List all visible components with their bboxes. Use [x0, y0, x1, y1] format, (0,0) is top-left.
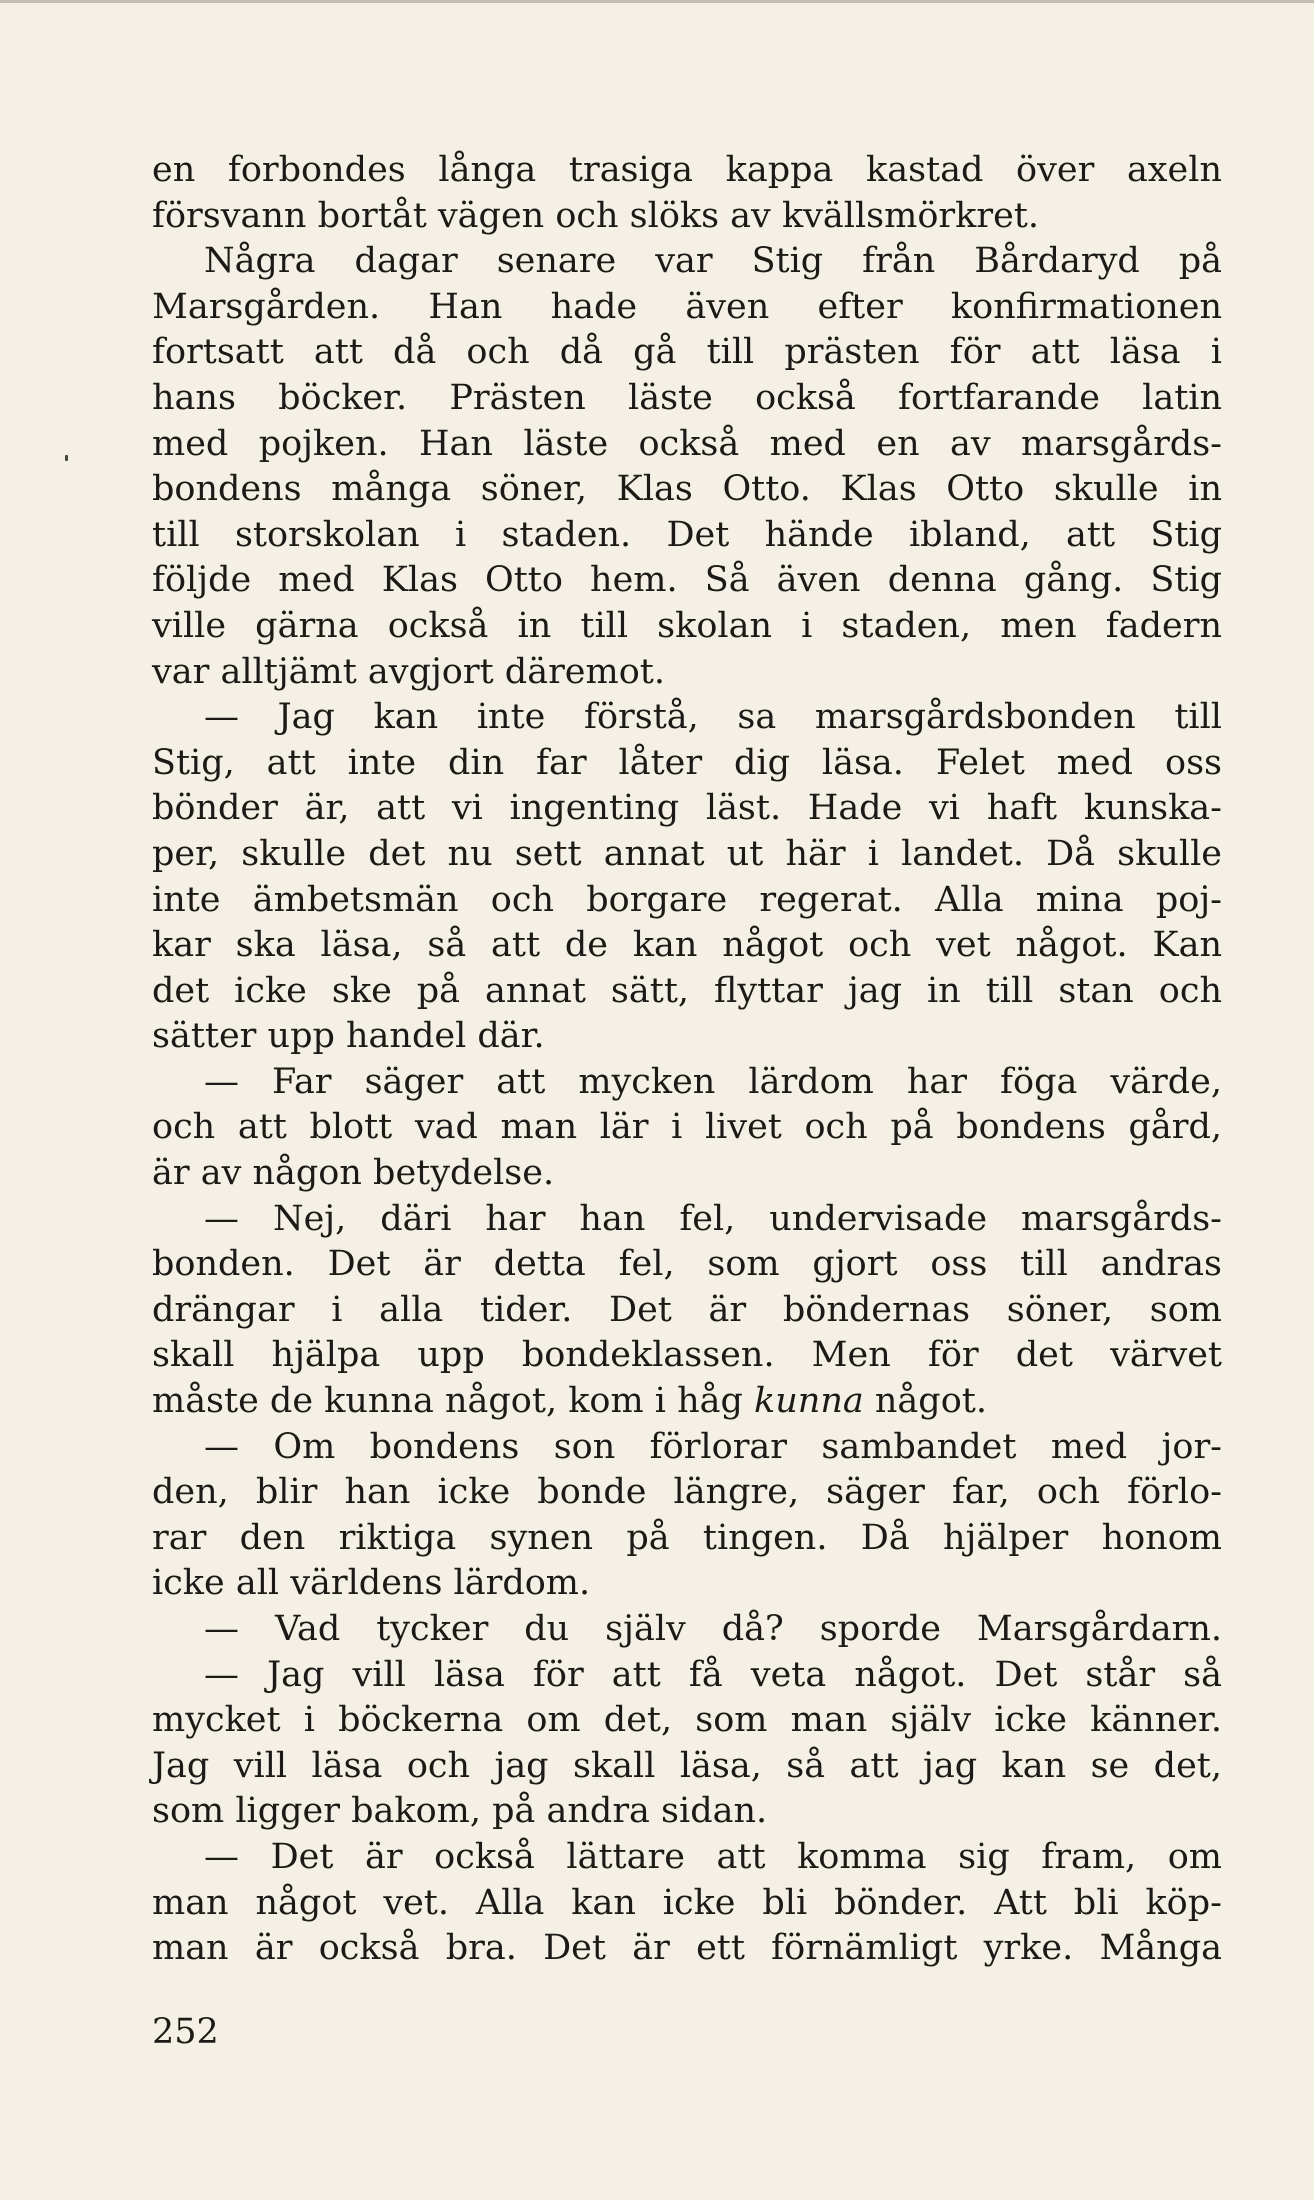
text-line-content: mycket i böckerna om det, som man själv icke känner. — [152, 1700, 1222, 1741]
text-line-content: bondens många söner, Klas Otto. Klas Otto skulle in — [152, 469, 1222, 510]
text-line-content: man något vet. Alla kan icke bli bönder. Att bli köp- — [152, 1882, 1222, 1923]
text-line-content: — Vad tycker du själv då? sporde Marsgårdarn. — [204, 1609, 1222, 1649]
text-line-content: det icke ske på annat sätt, flyttar jag in till stan och — [152, 970, 1222, 1011]
text-line — [152, 194, 1222, 240]
margin-speck — [65, 455, 68, 461]
text-line — [152, 1242, 1222, 1288]
text-line — [152, 1151, 1222, 1197]
text-line — [152, 1561, 1222, 1607]
text-line — [152, 1105, 1222, 1151]
text-line — [152, 1288, 1222, 1334]
text-line — [152, 832, 1222, 878]
text-line-content: Stig, att inte din far låter dig läsa. Felet med oss — [152, 742, 1222, 783]
text-line — [152, 1379, 1222, 1425]
text-line — [152, 878, 1222, 924]
text-line — [152, 650, 1222, 696]
text-line-content: som ligger bakom, på andra sidan. — [152, 1791, 768, 1832]
text-line — [152, 786, 1222, 832]
text-line-content: följde med Klas Otto hem. Så även denna gång. Stig — [152, 560, 1222, 601]
text-line-content: den, blir han icke bonde längre, säger far, och förlo- — [152, 1472, 1222, 1513]
text-line-content: — Nej, däri har han fel, undervisade marsgårds- — [204, 1198, 1222, 1239]
text-line — [152, 285, 1222, 331]
text-line — [152, 695, 1222, 741]
text-line — [152, 330, 1222, 376]
text-line-content: icke all världens lärdom. — [152, 1563, 591, 1604]
text-line — [152, 1197, 1222, 1243]
text-line-content: med pojken. Han läste också med en av marsgårds- — [152, 423, 1222, 464]
text-line — [152, 1789, 1222, 1835]
text-line-content: drängar i alla tider. Det är böndernas söner, som — [152, 1289, 1222, 1330]
text-line-content: kar ska läsa, så att de kan något och vet något. Kan — [152, 925, 1222, 966]
text-line-content: hans böcker. Prästen läste också fortfarande latin — [152, 377, 1222, 418]
text-line — [152, 148, 1222, 194]
body-text — [152, 148, 1222, 1972]
page-number: 252 — [152, 2012, 219, 2052]
text-line — [152, 1744, 1222, 1790]
text-line — [152, 1835, 1222, 1881]
text-line — [152, 923, 1222, 969]
text-line-content: ville gärna också in till skolan i staden, men fadern — [152, 605, 1222, 646]
text-line-content: måste de kunna något, kom i håg — [152, 1381, 755, 1422]
text-line — [152, 969, 1222, 1015]
text-line — [152, 1425, 1222, 1471]
text-line — [152, 558, 1222, 604]
text-line-content: försvann bortåt vägen och slöks av kvällsmörkret. — [152, 195, 1039, 236]
emphasized-word: kunna — [754, 1381, 864, 1422]
text-line-content: var alltjämt avgjort däremot. — [152, 651, 665, 692]
text-line-content: bonden. Det är detta fel, som gjort oss till andras — [152, 1244, 1222, 1285]
text-line — [152, 1333, 1222, 1379]
text-line — [152, 376, 1222, 422]
text-line-content: bönder är, att vi ingenting läst. Hade vi haft kunska- — [152, 788, 1222, 829]
text-line — [152, 1516, 1222, 1562]
text-line-content: och att blott vad man lär i livet och på bondens gård, — [152, 1107, 1222, 1148]
text-line-content: till storskolan i staden. Det hände ibland, att Stig — [152, 514, 1222, 555]
text-line-content: Några dagar senare var Stig från Bårdaryd på — [204, 241, 1222, 282]
text-line — [152, 1698, 1222, 1744]
text-line-content: sätter upp handel där. — [152, 1016, 545, 1057]
text-line — [152, 422, 1222, 468]
text-line-content: — Jag vill läsa för att få veta något. Det står så — [204, 1654, 1222, 1695]
text-line — [152, 1014, 1222, 1060]
text-line — [152, 741, 1222, 787]
text-line — [152, 604, 1222, 650]
text-line-content: en forbondes långa trasiga kappa kastad över axeln — [152, 150, 1222, 190]
text-line-content: per, skulle det nu sett annat ut här i landet. Då skulle — [152, 833, 1222, 874]
text-line-content: är av någon betydelse. — [152, 1153, 555, 1194]
text-line-tail: något. — [863, 1381, 987, 1422]
text-line-content: skall hjälpa upp bondeklassen. Men för det värvet — [152, 1335, 1222, 1376]
text-line — [152, 1607, 1222, 1653]
text-line-content: — Far säger att mycken lärdom har föga värde, — [204, 1061, 1222, 1102]
text-line — [152, 1926, 1222, 1972]
text-line — [152, 1881, 1222, 1927]
text-line — [152, 239, 1222, 285]
text-line — [152, 1653, 1222, 1699]
text-line — [152, 1470, 1222, 1516]
text-line-content: inte ämbetsmän och borgare regerat. Alla mina poj- — [152, 879, 1222, 920]
text-line-content: — Jag kan inte förstå, sa marsgårdsbonden till — [204, 697, 1222, 738]
text-line — [152, 467, 1222, 513]
text-line — [152, 513, 1222, 559]
page-top-edge — [0, 0, 1314, 3]
text-line-content: fortsatt att då och då gå till prästen för att läsa i — [152, 332, 1222, 373]
text-line-content: rar den riktiga synen på tingen. Då hjälper honom — [152, 1517, 1222, 1558]
text-line-content: — Om bondens son förlorar sambandet med jor- — [204, 1426, 1222, 1467]
text-line-content: Marsgården. Han hade även efter konfirmationen — [152, 286, 1222, 327]
text-line-content: — Det är också lättare att komma sig fram, om — [204, 1836, 1222, 1877]
text-line-content: Jag vill läsa och jag skall läsa, så att jag kan se det, — [152, 1745, 1222, 1786]
text-line — [152, 1060, 1222, 1106]
text-line-content: man är också bra. Det är ett förnämligt yrke. Många — [152, 1928, 1222, 1969]
